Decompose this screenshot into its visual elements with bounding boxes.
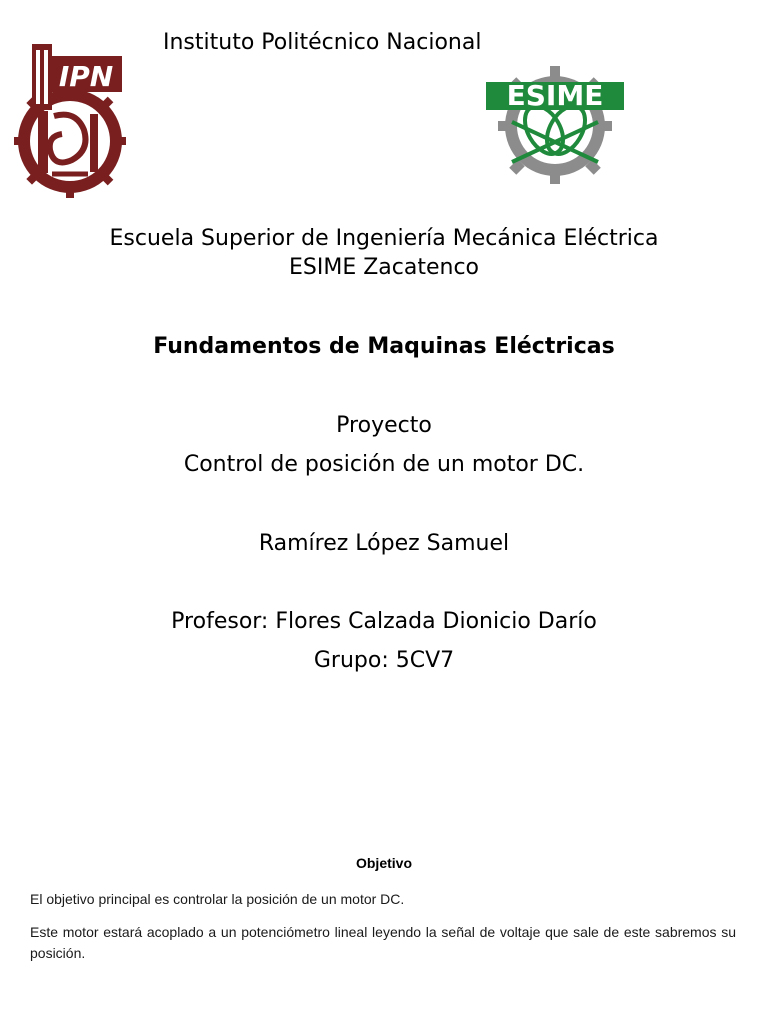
ipn-logo <box>14 36 126 202</box>
student-name: Ramírez López Samuel <box>258 531 510 556</box>
course-title: Fundamentos de Maquinas Eléctricas <box>153 334 615 359</box>
esime-logo <box>484 52 626 184</box>
objective-heading: Objetivo <box>355 855 412 871</box>
objective-paragraph-2: Este motor estará acoplado a un potenciómetro lineal leyendo la señal de voltaje que sale de este sabremos su posición. <box>30 924 736 961</box>
project-title: Control de posición de un motor DC. <box>183 452 585 477</box>
campus-name: ESIME Zacatenco <box>288 255 480 280</box>
esime-logo-text: ESIME <box>506 79 604 112</box>
project-label: Proyecto <box>336 413 432 438</box>
school-name: Escuela Superior de Ingeniería Mecánica Eléctrica <box>109 226 659 251</box>
institute-name: Instituto Politécnico Nacional <box>163 30 482 55</box>
group-line: Grupo: 5CV7 <box>313 648 455 673</box>
professor-line: Profesor: Flores Calzada Dionicio Darío <box>171 609 597 634</box>
objective-paragraph-1: El objetivo principal es controlar la posición de un motor DC. <box>30 891 405 907</box>
ipn-logo-text: IPN <box>58 60 114 93</box>
